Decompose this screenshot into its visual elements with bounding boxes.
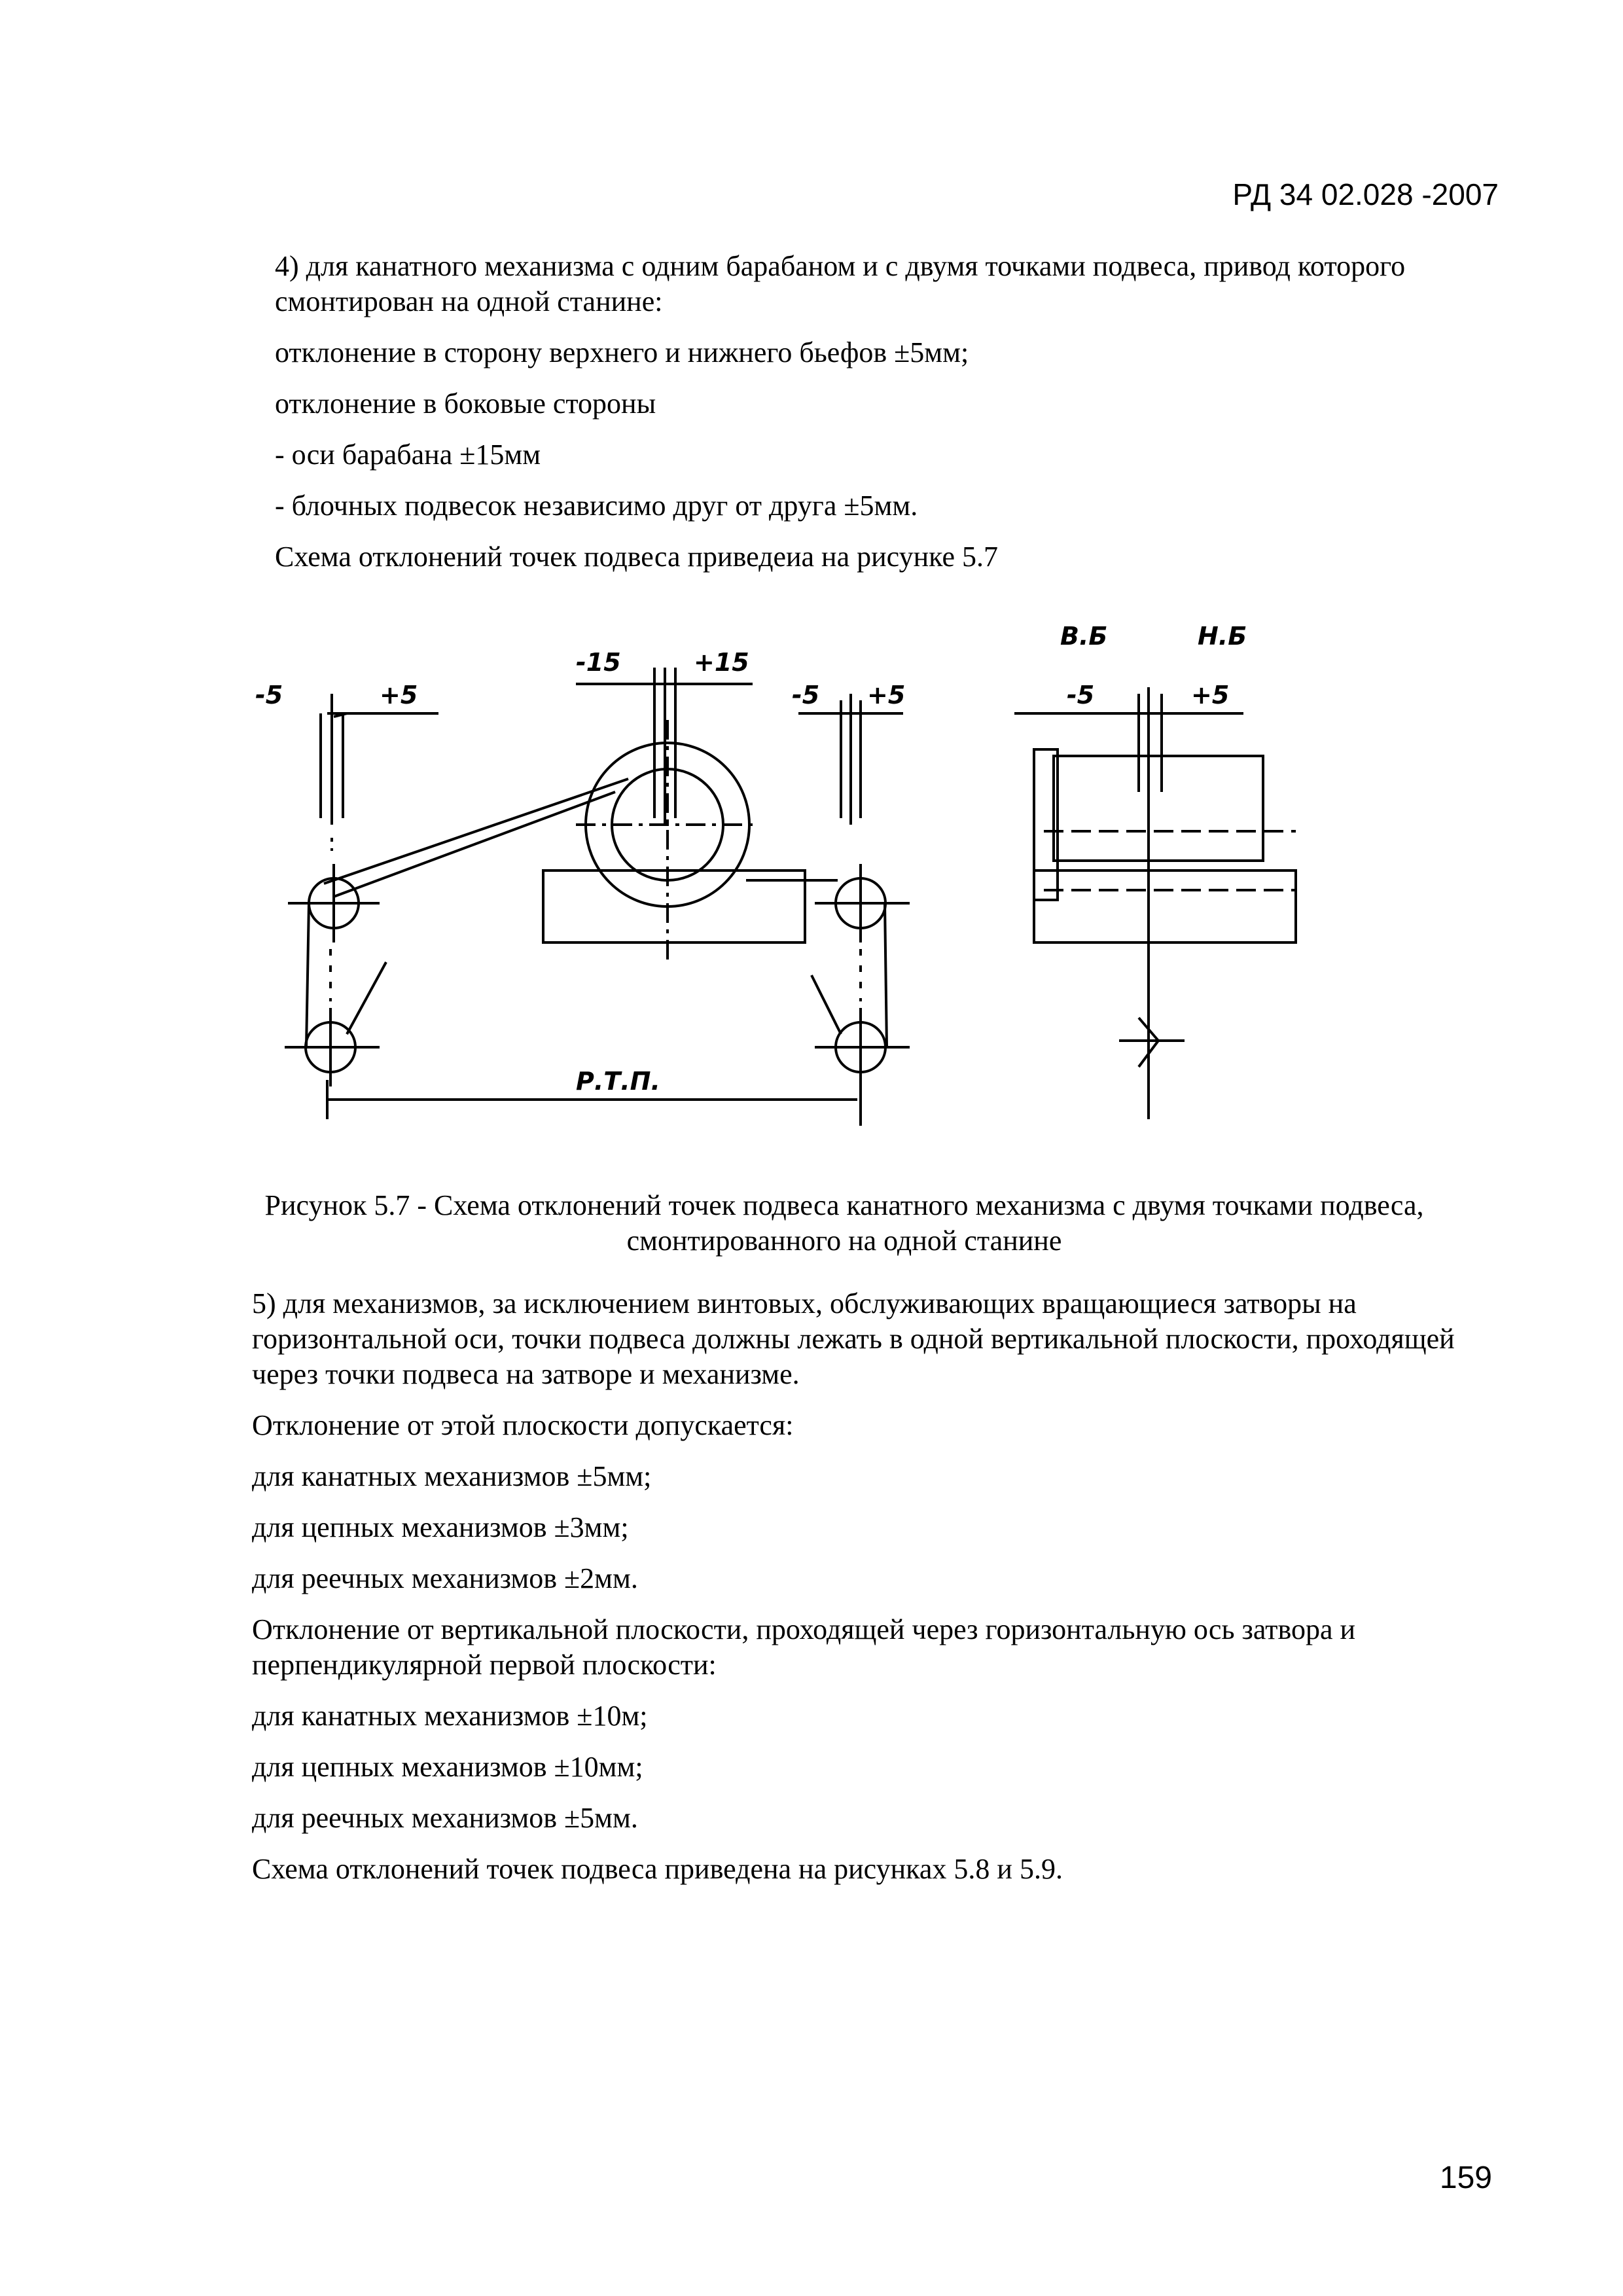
- center-plus-label: +15: [694, 648, 749, 677]
- side-frame-rect: [1034, 870, 1296, 942]
- page-number: 159: [1439, 2161, 1492, 2195]
- caption-line-1: Рисунок 5.7 - Схема отклонений точек подвеса канатного механизма с двумя точками подвеса,: [264, 1189, 1424, 1221]
- deviation-rope: для канатных механизмов ±5мм;: [252, 1460, 652, 1492]
- left-plus-label: +5: [380, 681, 418, 709]
- section-4-line: - блочных подвесок независимо друг от друга ±5мм.: [275, 490, 918, 522]
- figures-ref: Схема отклонений точек подвеса приведена на рисунках 5.8 и 5.9.: [252, 1853, 1063, 1885]
- figure-5-7-diagram: [249, 622, 1309, 1132]
- perpendicular-title: Отклонение от вертикальной плоскости, проходящей через горизонтальную ось затвора и перпендикулярной первой плоскости:: [252, 1613, 1356, 1681]
- side-minus-label: -5: [1067, 681, 1095, 709]
- section-4-intro: 4) для канатного механизма с одним барабаном и с двумя точками подвеса, привод которого смонтирован на одной станине:: [275, 250, 1406, 317]
- rtp-label: Р.Т.П.: [576, 1067, 660, 1096]
- section-5-intro: 5) для механизмов, за исключением винтовых, обслуживающих вращающиеся затворы на горизонтальной оси, точки подвеса должны лежать в одной вертикальной плоскости, проходящей через точки подвеса на затворе и механизме.: [252, 1287, 1455, 1390]
- figure-caption: [196, 1188, 1492, 1259]
- section-4-line: отклонение в сторону верхнего и нижнего бьефов ±5мм;: [275, 336, 969, 368]
- side-vb-label: В.Б: [1060, 622, 1108, 651]
- perp-rack: для реечных механизмов ±5мм.: [252, 1802, 638, 1834]
- section-4-line: отклонение в боковые стороны: [275, 387, 656, 420]
- document-code: РД 34 02.028 -2007: [1232, 177, 1499, 211]
- side-drum-rect: [1054, 756, 1263, 861]
- side-nb-label: Н.Б: [1198, 622, 1247, 651]
- deviation-rack: для реечных механизмов ±2мм.: [252, 1562, 638, 1594]
- right-minus-label: -5: [792, 681, 820, 709]
- side-plus-label: +5: [1191, 681, 1230, 709]
- deviation-title: Отклонение от этой плоскости допускается:: [252, 1409, 794, 1441]
- section-4: [275, 249, 1486, 590]
- section-4-figure-ref: Схема отклонений точек подвеса приведеиа на рисунке 5.7: [275, 541, 998, 573]
- left-minus-label: -5: [255, 681, 283, 709]
- caption-line-2: смонтированного на одной станине: [626, 1225, 1062, 1257]
- section-5: [252, 1286, 1495, 1903]
- section-4-line: - оси барабана ±15мм: [275, 439, 541, 471]
- rope-left-top: [324, 779, 628, 884]
- deviation-chain: для цепных механизмов ±3мм;: [252, 1511, 629, 1543]
- perp-chain: для цепных механизмов ±10мм;: [252, 1751, 643, 1783]
- perp-rope: для канатных механизмов ±10м;: [252, 1700, 648, 1732]
- diagram-svg: [249, 622, 1309, 1132]
- center-minus-label: -15: [576, 648, 621, 677]
- right-plus-label: +5: [867, 681, 906, 709]
